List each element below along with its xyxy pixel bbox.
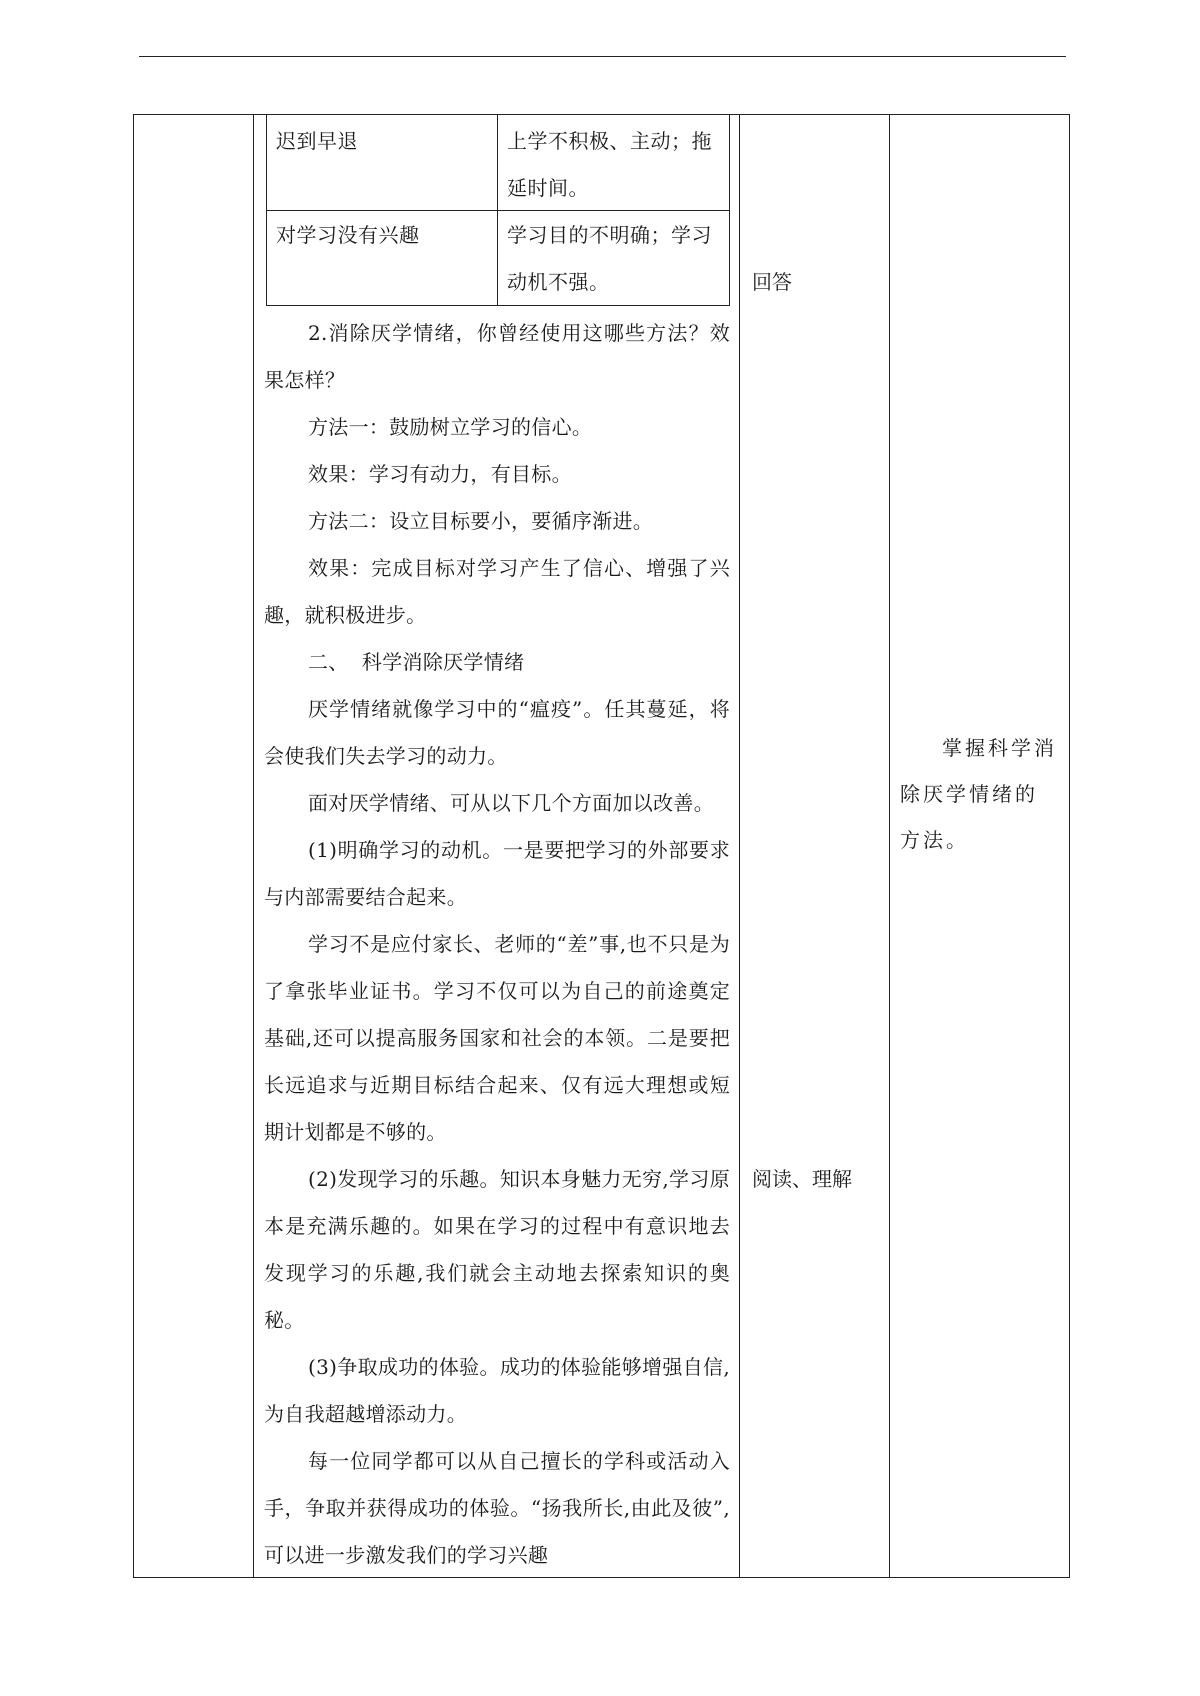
paragraph: 面对厌学情绪、可从以下几个方面加以改善。 <box>308 791 714 815</box>
inner-cell: 对学习没有兴趣 <box>276 223 420 247</box>
column-divider <box>739 115 740 1577</box>
paragraph: 方法二：设立目标要小，要循序渐进。 <box>308 509 654 533</box>
teaching-content <box>264 310 730 1579</box>
design-intent: 掌握科学消除厌学情绪的方法。 <box>900 736 1057 852</box>
header-rule <box>139 56 1066 57</box>
paragraph: (2)发现学习的乐趣。知识本身魅力无穷,学习原本是充满乐趣的。如果在学习的过程中有意识地去发现学习的乐趣,我们就会主动地去探索知识的奥秘。 <box>264 1167 730 1332</box>
inner-cell: 学习目的不明确；学习动机不强。 <box>507 223 712 294</box>
paragraph: (3)争取成功的体验。成功的体验能够增强自信,为自我超越增添动力。 <box>264 1355 730 1426</box>
paragraph: 学习不是应付家长、老师的“差”事,也不只是为了拿张毕业证书。学习不仅可以为自己的前途奠定基础,还可以提高服务国家和社会的本领。二是要把长远追求与近期目标结合起来、仅有远大理想或短期计划都是不够的。 <box>264 932 730 1144</box>
paragraph: 厌学情绪就像学习中的“瘟疫”。任其蔓延，将会使我们失去学习的动力。 <box>264 697 730 768</box>
inner-cell: 上学不积极、主动；拖延时间。 <box>507 129 712 200</box>
paragraph: 每一位同学都可以从自己擅长的学科或活动入手，争取并获得成功的体验。“扬我所长,由此及彼”,可以进一步激发我们的学习兴趣 <box>264 1449 730 1567</box>
section-heading: 二、 科学消除厌学情绪 <box>308 650 525 674</box>
paragraph: 2.消除厌学情绪，你曾经使用这哪些方法？效果怎样？ <box>264 321 730 392</box>
paragraph: 效果：完成目标对学习产生了信心、增强了兴趣，就积极进步。 <box>264 556 730 627</box>
inner-cell: 迟到早退 <box>276 129 358 153</box>
paragraph: 效果：学习有动力，有目标。 <box>308 462 572 486</box>
column-divider <box>253 115 254 1577</box>
student-activity: 阅读、理解 <box>752 1167 852 1191</box>
paragraph: 方法一：鼓励树立学习的信心。 <box>308 415 593 439</box>
paragraph: (1)明确学习的动机。一是要把学习的外部要求与内部需要结合起来。 <box>264 838 730 909</box>
column-divider <box>889 115 890 1577</box>
student-activity: 回答 <box>752 270 792 294</box>
